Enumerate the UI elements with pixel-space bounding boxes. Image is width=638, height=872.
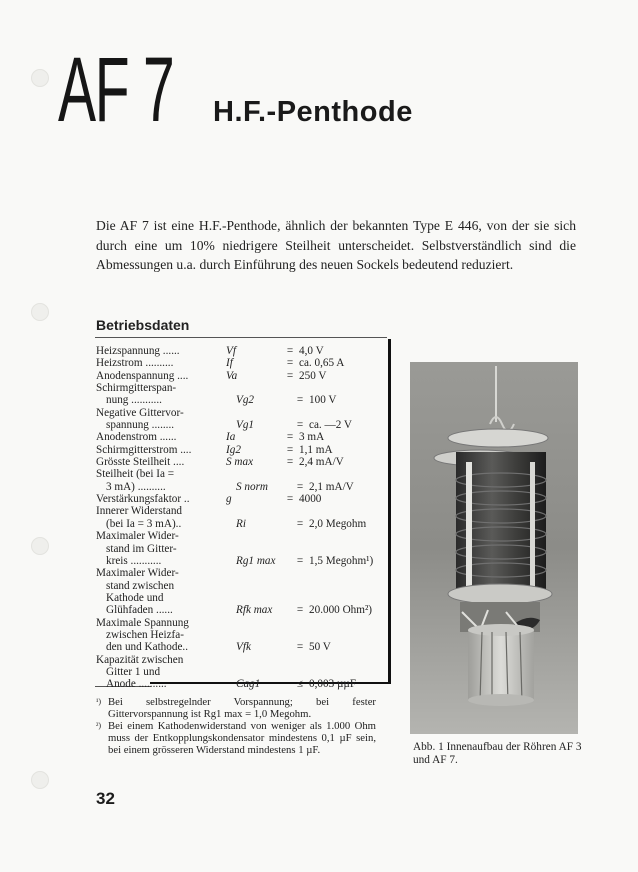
binder-hole xyxy=(31,537,49,555)
spec-row xyxy=(96,370,388,382)
spec-symbol: Ig2 xyxy=(226,443,241,456)
spec-label: spannung ........ xyxy=(106,419,175,432)
operating-data-table xyxy=(96,345,388,691)
spec-row xyxy=(96,493,388,505)
spec-relation: = xyxy=(296,517,304,530)
spec-symbol: Va xyxy=(226,369,238,382)
spec-label: stand im Gitter- xyxy=(106,542,177,555)
spec-value: ca. 0,65 A xyxy=(299,357,345,370)
spec-label: Anodenspannung .... xyxy=(96,369,189,382)
spec-value: 1,5 Megohm¹) xyxy=(309,554,374,567)
spec-label: Anode .......... xyxy=(106,678,167,691)
spec-label: Anodenstrom ...... xyxy=(96,431,177,444)
spec-row xyxy=(96,444,388,456)
footnote xyxy=(96,697,376,721)
spec-value: 2,0 Megohm xyxy=(309,517,367,530)
spec-label: zwischen Heizfa- xyxy=(106,628,184,641)
spec-symbol: S norm xyxy=(236,480,269,493)
spec-label: Schirmgitterspan- xyxy=(96,382,177,395)
tube-subtitle: H.F.-Penthode xyxy=(213,96,413,128)
spec-row xyxy=(96,617,388,629)
spec-symbol: Ia xyxy=(226,431,236,444)
spec-row xyxy=(96,456,388,468)
spec-relation: = xyxy=(296,554,304,567)
spec-relation: = xyxy=(296,480,304,493)
spec-row xyxy=(96,407,388,419)
spec-row xyxy=(96,641,388,653)
spec-symbol: Rg1 max xyxy=(236,554,276,567)
spec-label: den und Kathode.. xyxy=(106,641,189,654)
spec-row xyxy=(96,666,388,678)
spec-label: Grösste Steilheit .... xyxy=(96,456,185,469)
spec-value: 50 V xyxy=(309,641,331,654)
spec-symbol: Vfk xyxy=(236,641,251,654)
spec-value: 4000 xyxy=(299,493,322,506)
spec-relation: = xyxy=(296,394,304,407)
intro-paragraph: Die AF 7 ist eine H.F.-Penthode, ähnlich der bekannten Type E 446, von der sie sich durch eine um 10% niedrigere Steilheit unterscheidet. Selbstverständlich sind die Abmessungen u.a. durch Einführung des neuen Sockels bedeutend reduziert. xyxy=(96,218,576,272)
spec-value: 0,003 µµF xyxy=(309,678,357,691)
spec-label: Maximale Spannung xyxy=(96,616,189,629)
tube-interior-photo xyxy=(410,362,578,734)
spec-relation: = xyxy=(286,443,294,456)
footnote-text: Bei einem Kathodenwiderstand von weniger als 1.000 Ohm muss der Entkopplungskondensator mindestens 0,1 µF sein, bei einem grösseren Widerstand mindestens 1 µF. xyxy=(108,719,376,756)
spec-value: 2,1 mA/V xyxy=(309,480,354,493)
spec-label: Kapazität zwischen xyxy=(96,653,184,666)
spec-label: (bei Ia = 3 mA).. xyxy=(106,517,182,530)
spec-row xyxy=(96,481,388,493)
spec-symbol: Vf xyxy=(226,345,236,357)
spec-label: stand zwischen xyxy=(106,579,175,592)
spec-relation: = xyxy=(296,419,304,432)
spec-row xyxy=(96,555,388,567)
footnote-mark: ¹) xyxy=(96,697,102,706)
spec-symbol: S max xyxy=(226,456,254,469)
spec-label: Maximaler Wider- xyxy=(96,567,179,580)
spec-value: 4,0 V xyxy=(299,345,324,357)
spec-relation: = xyxy=(286,357,294,370)
spec-row xyxy=(96,468,388,480)
spec-row xyxy=(96,419,388,431)
spec-label: Maximaler Wider- xyxy=(96,530,179,543)
spec-value: 3 mA xyxy=(299,431,325,444)
footnote-text: Bei selbstregelnder Vorspannung; bei fester Gittervorspannung ist Rg1 max = 1,0 Megohm. xyxy=(108,696,376,720)
spec-label: Heizstrom .......... xyxy=(96,357,174,370)
spec-row xyxy=(96,431,388,443)
binder-hole xyxy=(31,69,49,87)
spec-row xyxy=(96,629,388,641)
spec-row xyxy=(96,394,388,406)
spec-row xyxy=(96,678,388,690)
spec-relation: = xyxy=(286,345,294,357)
spec-label: Innerer Widerstand xyxy=(96,505,183,518)
footnote-mark: ²) xyxy=(96,720,102,730)
spec-row xyxy=(96,518,388,530)
spec-symbol: Cag1 xyxy=(236,678,261,691)
spec-row xyxy=(96,580,388,592)
spec-value: 2,4 mA/V xyxy=(299,456,344,469)
spec-label: Gitter 1 und xyxy=(106,665,161,678)
spec-row xyxy=(96,543,388,555)
spec-value: 250 V xyxy=(299,369,327,382)
spec-relation: = xyxy=(286,369,294,382)
figure-caption: Abb. 1 Innenaufbau der Röhren AF 3 und AF 7. xyxy=(413,741,582,766)
spec-label: kreis ........... xyxy=(106,554,162,567)
table-border-right xyxy=(388,339,391,684)
spec-symbol: Rfk max xyxy=(236,604,273,617)
spec-row xyxy=(96,505,388,517)
tube-type-title: AF 7 xyxy=(58,39,174,141)
binder-hole xyxy=(31,303,49,321)
spec-label: 3 mA) .......... xyxy=(106,480,166,493)
spec-label: nung ........... xyxy=(106,394,162,407)
heading-rule xyxy=(95,337,387,338)
section-heading: Betriebsdaten xyxy=(96,317,190,333)
spec-label: Verstärkungsfaktor .. xyxy=(96,493,190,506)
page-number: 32 xyxy=(96,789,115,808)
spec-symbol: If xyxy=(226,357,233,370)
spec-row xyxy=(96,345,388,357)
spec-symbol: g xyxy=(226,493,232,506)
spec-row xyxy=(96,567,388,579)
spec-label: Glühfaden ...... xyxy=(106,604,173,617)
spec-row xyxy=(96,357,388,369)
spec-relation: ≤ xyxy=(296,678,304,691)
binder-hole xyxy=(31,771,49,789)
spec-row xyxy=(96,654,388,666)
spec-relation: = xyxy=(296,604,304,617)
spec-value: 1,1 mA xyxy=(299,443,333,456)
spec-relation: = xyxy=(286,431,294,444)
spec-row xyxy=(96,530,388,542)
spec-row xyxy=(96,604,388,616)
spec-value: 100 V xyxy=(309,394,337,407)
spec-label: Schirmgitterstrom .... xyxy=(96,443,192,456)
spec-relation: = xyxy=(296,641,304,654)
spec-symbol: Ri xyxy=(236,517,246,530)
spec-symbol: Vg1 xyxy=(236,419,255,432)
spec-value: ca. —2 V xyxy=(309,419,352,432)
spec-relation: = xyxy=(286,493,294,506)
footnote xyxy=(96,721,376,757)
spec-symbol: Vg2 xyxy=(236,394,255,407)
spec-label: Steilheit (bei Ia = xyxy=(96,468,175,481)
spec-relation: = xyxy=(286,456,294,469)
spec-label: Kathode und xyxy=(106,591,164,604)
spec-value: 20.000 Ohm²) xyxy=(309,604,373,617)
footnotes xyxy=(96,697,376,757)
spec-row xyxy=(96,592,388,604)
spec-row xyxy=(96,382,388,394)
spec-label: Heizspannung ...... xyxy=(96,345,180,357)
spec-label: Negative Gittervor- xyxy=(96,406,184,419)
